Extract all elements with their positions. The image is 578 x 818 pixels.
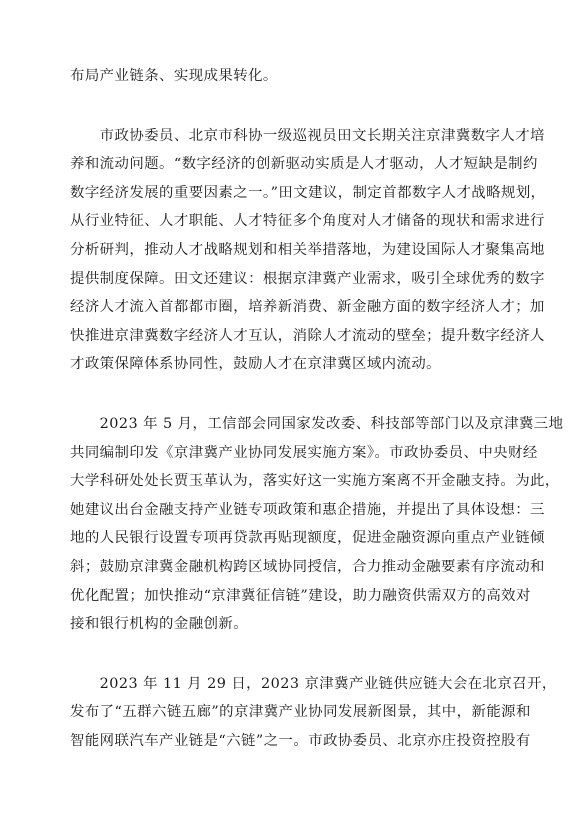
text-line: 共同编制印发《京津冀产业协同发展实施方案》。市政协委员、中央财经: [70, 444, 538, 461]
paragraph: [70, 670, 557, 756]
text-line: 斜；鼓励京津冀金融机构跨区域协同授信，合力推动金融要素有序流动和: [70, 558, 545, 575]
text-line: 智能网联汽车产业链是“六链”之一。市政协委员、北京亦庄投资控股有: [70, 732, 531, 749]
paragraph: [70, 62, 513, 91]
text-line: 才政策保障体系协同性，鼓励人才在京津冀区域内流动。: [70, 356, 442, 373]
document-body: [70, 62, 564, 755]
text-line: 接和银行机构的金融创新。: [70, 616, 249, 633]
paragraph-gap: [70, 379, 513, 410]
text-line: 她建议出台金融支持产业链专项政策和惠企措施，并提出了具体设想：三: [70, 501, 545, 518]
text-line: 分析研判，推动人才战略规划和相关举措落地，为建设国际人才聚集高地: [70, 241, 545, 258]
paragraph: [70, 410, 564, 639]
text-line: 养和流动问题。“数字经济的创新驱动实质是人才驱动，人才短缺是制约: [70, 156, 538, 173]
paragraph-gap: [70, 639, 513, 670]
text-line: 2023 年 5 月，工信部会同国家发改委、科技部等部门以及京津冀三地: [70, 415, 564, 432]
paragraph: [70, 122, 546, 379]
text-line: 快推进京津冀数字经济人才互认，消除人才流动的壁垒；提升数字经济人: [70, 327, 545, 344]
paragraph-gap: [70, 91, 513, 122]
text-line: 数字经济发展的重要因素之一。”田文建议，制定首都数字人才战略规划，: [70, 184, 546, 201]
text-line: 市政协委员、北京市科协一级巡视员田文长期关注京津冀数字人才培: [70, 127, 545, 144]
text-line: 优化配置；加快推动“京津冀征信链”建设，助力融资供需双方的高效对: [70, 587, 531, 604]
text-line: 布局产业链条、实现成果转化。: [70, 68, 278, 84]
text-line: 发布了“五群六链五廊”的京津冀产业协同发展新图景，其中，新能源和: [70, 704, 531, 721]
text-line: 从行业特征、人才职能、人才特征多个角度对人才储备的现状和需求进行: [70, 213, 545, 230]
text-line: 经济人才流入首都都市圈，培养新消费、新金融方面的数字经济人才；加: [70, 299, 545, 316]
text-line: 提供制度保障。田文还建议：根据京津冀产业需求，吸引全球优秀的数字: [70, 270, 545, 287]
text-line: 地的人民银行设置专项再贷款再贴现额度，促进金融资源向重点产业链倾: [70, 530, 545, 547]
text-line: 2023 年 11 月 29 日，2023 京津冀产业链供应链大会在北京召开，: [70, 675, 557, 692]
text-line: 大学科研处处长贾玉革认为，落实好这一实施方案离不开金融支持。为此，: [70, 473, 560, 490]
